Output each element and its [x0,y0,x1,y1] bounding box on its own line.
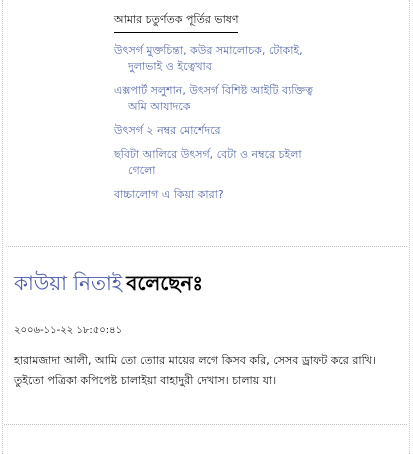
post-link-1[interactable]: উৎসর্গ মুক্তচিন্তা, কউর সমালোচক, টোকাই, দুলাভাই ও ইত্বেখাব [114,44,303,73]
comment-body: হারামজাদা আলী, আমি তো তোার মায়ের লগে কিসব করি, সেসব ড্রাফট করে রাখি। তুইতো পত্রিকা কপিপেষ্ট চালাইয়া বাহাদুরী দেখাস। চালায় যা। [14,354,376,387]
post-links [114,43,314,203]
post-list [114,8,314,203]
comment-header [14,269,203,302]
right-dotted-border [409,0,410,454]
comment-said-label: বলেছেনঃ [126,271,204,295]
post-link-4[interactable]: ছবিটা আলিরে উৎসর্গ, বেটা ও নম্বরে চইলা গেলো [114,148,302,177]
comment-timestamp: ২০০৬-১১-২২ ১৮:৫০:৪১ [14,325,123,336]
section-divider [6,246,407,247]
comment-divider [4,424,407,425]
comment-author-link[interactable]: কাউয়া নিতাই [14,271,123,295]
post-link-3[interactable]: উৎসর্গ ২ নম্বর মোর্শেদরে [114,124,221,137]
post-link-2[interactable]: এক্সপার্ট সলুশান, উৎসর্গ বিশিষ্ট আইটি ব্যক্তিত্ব অমি আযাদকে [114,84,313,113]
post-link-5[interactable]: বাচ্চালোগ এ কিয়া কারা? [114,188,224,201]
left-dotted-border [2,0,3,454]
post-list-header: আমার চতুর্ণতক পূর্তির ভাষণ [114,11,238,33]
